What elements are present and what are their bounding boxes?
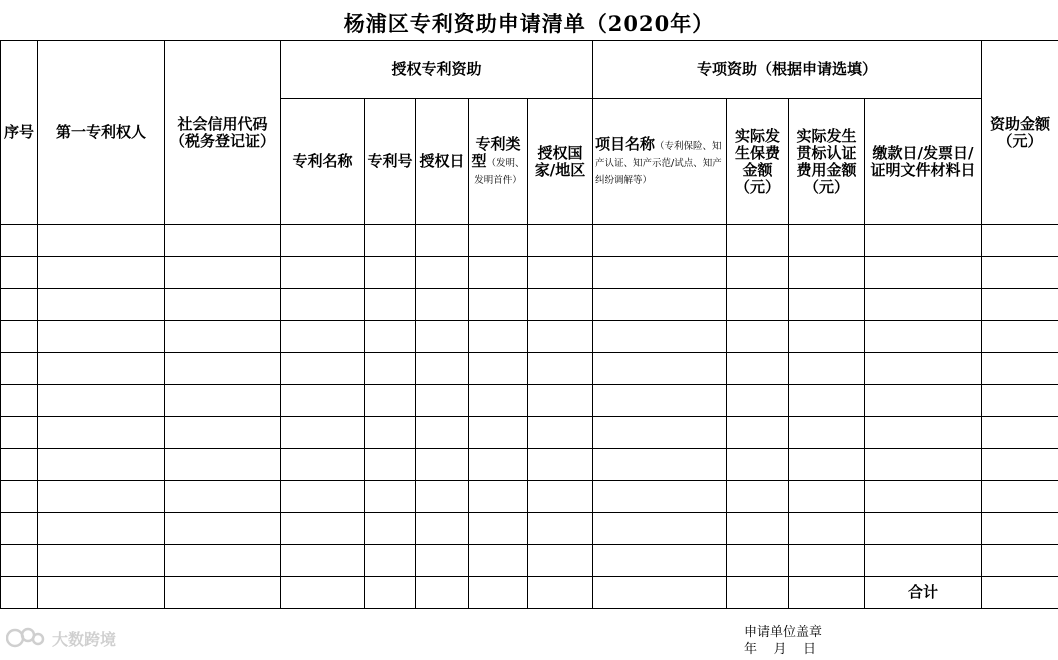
table-cell[interactable] xyxy=(789,225,865,257)
table-cell[interactable] xyxy=(593,353,727,385)
table-cell[interactable] xyxy=(789,257,865,289)
header-patent-type xyxy=(469,99,528,225)
data-rows xyxy=(1,225,1058,609)
table-cell[interactable] xyxy=(165,321,281,353)
table-cell[interactable] xyxy=(982,289,1058,321)
table-cell[interactable] xyxy=(789,417,865,449)
table-cell[interactable] xyxy=(469,545,528,577)
watermark-text: 大数跨境 xyxy=(52,629,117,649)
table-row xyxy=(1,417,1058,449)
table-cell[interactable] xyxy=(416,545,469,577)
table-cell[interactable] xyxy=(38,449,165,481)
table-cell[interactable] xyxy=(281,417,365,449)
table-cell[interactable] xyxy=(528,545,593,577)
table-cell[interactable] xyxy=(281,449,365,481)
application-table xyxy=(0,40,1058,609)
table-cell[interactable] xyxy=(865,417,982,449)
table-cell[interactable] xyxy=(416,577,469,609)
table-cell[interactable] xyxy=(982,257,1058,289)
table-cell[interactable] xyxy=(593,513,727,545)
table-cell[interactable] xyxy=(727,385,789,417)
table-cell[interactable] xyxy=(469,289,528,321)
table-cell[interactable] xyxy=(38,321,165,353)
header-grant-country: 授权国家/地区 xyxy=(528,99,593,225)
table-cell[interactable] xyxy=(727,257,789,289)
project-name-note: （专利保险、知产认证、知产示范/试点、知产纠纷调解等） xyxy=(595,141,722,186)
table-cell[interactable] xyxy=(165,385,281,417)
table-cell[interactable] xyxy=(38,513,165,545)
table-cell[interactable] xyxy=(865,481,982,513)
header-patentee: 第一专利权人 xyxy=(38,41,165,225)
table-row xyxy=(1,577,1058,609)
table-row xyxy=(1,289,1058,321)
table-cell[interactable] xyxy=(593,481,727,513)
table-cell[interactable] xyxy=(593,545,727,577)
table-cell[interactable] xyxy=(982,353,1058,385)
header-grant-date: 授权日 xyxy=(416,99,469,225)
table-cell[interactable] xyxy=(865,321,982,353)
table-cell[interactable] xyxy=(727,513,789,545)
table-cell[interactable] xyxy=(365,577,416,609)
table-cell[interactable] xyxy=(165,481,281,513)
table-cell[interactable] xyxy=(865,385,982,417)
table-row xyxy=(1,257,1058,289)
table-cell[interactable] xyxy=(528,257,593,289)
table-cell[interactable] xyxy=(281,545,365,577)
table-row xyxy=(1,481,1058,513)
brand-logo-icon xyxy=(6,626,46,650)
header-grant-group: 授权专利资助 xyxy=(281,41,593,99)
table-cell[interactable] xyxy=(38,481,165,513)
table-cell[interactable] xyxy=(38,545,165,577)
stamp-label: 申请单位盖章 xyxy=(744,625,823,640)
table-cell[interactable] xyxy=(38,225,165,257)
table-cell[interactable] xyxy=(593,321,727,353)
table-cell[interactable] xyxy=(38,385,165,417)
table-cell[interactable] xyxy=(416,289,469,321)
table-cell[interactable] xyxy=(416,513,469,545)
table-cell[interactable] xyxy=(727,225,789,257)
header-special-group: 专项资助（根据申请选填） xyxy=(593,41,982,99)
table-cell[interactable] xyxy=(528,577,593,609)
table-cell[interactable] xyxy=(1,289,38,321)
table-cell[interactable] xyxy=(727,353,789,385)
table-cell[interactable] xyxy=(593,257,727,289)
table-cell[interactable] xyxy=(982,545,1058,577)
table-cell[interactable] xyxy=(865,449,982,481)
header-project-name xyxy=(593,99,727,225)
table-cell[interactable] xyxy=(281,481,365,513)
table-cell[interactable] xyxy=(865,289,982,321)
table-cell[interactable] xyxy=(1,545,38,577)
table-cell[interactable] xyxy=(365,481,416,513)
table-row xyxy=(1,545,1058,577)
table-cell[interactable] xyxy=(789,385,865,417)
table-cell[interactable] xyxy=(281,385,365,417)
table-cell[interactable] xyxy=(982,321,1058,353)
project-name-main: 项目名称 xyxy=(595,135,656,153)
table-cell[interactable] xyxy=(281,321,365,353)
table-cell[interactable] xyxy=(38,353,165,385)
date-label: 年 月 日 xyxy=(744,642,817,657)
table-cell[interactable] xyxy=(789,513,865,545)
table-cell[interactable] xyxy=(469,481,528,513)
table-cell[interactable] xyxy=(789,545,865,577)
table-cell[interactable] xyxy=(789,577,865,609)
patent-type-note: （发明、发明首件） xyxy=(474,158,525,186)
header-seq: 序号 xyxy=(1,41,38,225)
table-cell[interactable] xyxy=(365,353,416,385)
table-cell[interactable] xyxy=(1,321,38,353)
table-cell[interactable] xyxy=(165,545,281,577)
table-row xyxy=(1,321,1058,353)
table-cell[interactable] xyxy=(1,513,38,545)
table-cell[interactable] xyxy=(1,353,38,385)
table-cell[interactable] xyxy=(38,577,165,609)
table-cell[interactable] xyxy=(982,513,1058,545)
table-cell[interactable] xyxy=(1,577,38,609)
table-cell[interactable] xyxy=(365,417,416,449)
table-cell[interactable] xyxy=(982,481,1058,513)
table-cell[interactable] xyxy=(727,481,789,513)
table-row xyxy=(1,353,1058,385)
table-cell[interactable] xyxy=(416,257,469,289)
table-cell[interactable] xyxy=(982,577,1058,609)
table-cell[interactable] xyxy=(469,577,528,609)
table-cell[interactable] xyxy=(593,417,727,449)
table-cell[interactable] xyxy=(365,449,416,481)
table-cell[interactable] xyxy=(727,449,789,481)
table-cell[interactable] xyxy=(1,257,38,289)
table-cell[interactable] xyxy=(727,577,789,609)
table-cell[interactable] xyxy=(469,353,528,385)
table-cell[interactable] xyxy=(593,289,727,321)
table-cell[interactable] xyxy=(865,257,982,289)
table-cell[interactable] xyxy=(593,385,727,417)
table-cell[interactable] xyxy=(365,257,416,289)
table-cell[interactable] xyxy=(416,481,469,513)
table-cell[interactable] xyxy=(416,385,469,417)
table-cell[interactable] xyxy=(528,225,593,257)
table-cell[interactable] xyxy=(1,417,38,449)
table-cell[interactable] xyxy=(528,513,593,545)
total-label: 合计 xyxy=(865,577,982,609)
table-cell[interactable] xyxy=(727,417,789,449)
table-cell[interactable] xyxy=(165,353,281,385)
table-cell[interactable] xyxy=(165,225,281,257)
table-cell[interactable] xyxy=(365,513,416,545)
table-cell[interactable] xyxy=(165,577,281,609)
watermark xyxy=(6,626,116,650)
table-cell[interactable] xyxy=(865,353,982,385)
table-cell[interactable] xyxy=(165,417,281,449)
table-row xyxy=(1,225,1058,257)
table-cell[interactable] xyxy=(1,449,38,481)
table-cell[interactable] xyxy=(365,225,416,257)
table-cell[interactable] xyxy=(789,321,865,353)
table-cell[interactable] xyxy=(982,225,1058,257)
table-cell[interactable] xyxy=(1,385,38,417)
table-cell[interactable] xyxy=(528,385,593,417)
table-cell[interactable] xyxy=(1,225,38,257)
table-cell[interactable] xyxy=(281,577,365,609)
header-credit-code: 社会信用代码（税务登记证） xyxy=(165,41,281,225)
table-cell[interactable] xyxy=(365,321,416,353)
patent-type-main: 专利类型 xyxy=(471,135,521,170)
table-cell[interactable] xyxy=(865,513,982,545)
table-cell[interactable] xyxy=(165,257,281,289)
table-cell[interactable] xyxy=(469,449,528,481)
table-cell[interactable] xyxy=(528,449,593,481)
page-title: 杨浦区专利资助申请清单（2020年） xyxy=(343,11,715,36)
table-cell[interactable] xyxy=(365,385,416,417)
table-cell[interactable] xyxy=(593,225,727,257)
table-cell[interactable] xyxy=(982,385,1058,417)
table-cell[interactable] xyxy=(165,513,281,545)
table-row xyxy=(1,513,1058,545)
header-insurance-fee: 实际发生保费金额（元） xyxy=(727,99,789,225)
table-cell[interactable] xyxy=(38,289,165,321)
table-cell[interactable] xyxy=(281,353,365,385)
table-cell[interactable] xyxy=(789,481,865,513)
table-cell[interactable] xyxy=(789,353,865,385)
header-patent-name: 专利名称 xyxy=(281,99,365,225)
table-cell[interactable] xyxy=(528,289,593,321)
table-cell[interactable] xyxy=(727,289,789,321)
table-cell[interactable] xyxy=(469,225,528,257)
header-cert-fee: 实际发生贯标认证费用金额（元） xyxy=(789,99,865,225)
table-cell[interactable] xyxy=(165,449,281,481)
header-amount: 资助金额（元） xyxy=(982,41,1058,225)
table-row xyxy=(1,449,1058,481)
table-cell[interactable] xyxy=(528,481,593,513)
table-cell[interactable] xyxy=(865,545,982,577)
table-cell[interactable] xyxy=(416,225,469,257)
table-cell[interactable] xyxy=(416,353,469,385)
table-cell[interactable] xyxy=(281,257,365,289)
table-cell[interactable] xyxy=(469,257,528,289)
table-cell[interactable] xyxy=(365,289,416,321)
table-cell[interactable] xyxy=(469,321,528,353)
table-cell[interactable] xyxy=(469,513,528,545)
table-cell[interactable] xyxy=(865,225,982,257)
table-cell[interactable] xyxy=(727,321,789,353)
table-row xyxy=(1,385,1058,417)
table-cell[interactable] xyxy=(982,417,1058,449)
table-cell[interactable] xyxy=(528,353,593,385)
table-cell[interactable] xyxy=(38,417,165,449)
table-cell[interactable] xyxy=(982,449,1058,481)
table-cell[interactable] xyxy=(528,417,593,449)
table-cell[interactable] xyxy=(469,417,528,449)
table-cell[interactable] xyxy=(469,385,528,417)
header-pay-date: 缴款日/发票日/证明文件材料日 xyxy=(865,99,982,225)
table-cell[interactable] xyxy=(789,449,865,481)
table-cell[interactable] xyxy=(281,513,365,545)
table-cell[interactable] xyxy=(727,545,789,577)
header-patent-no: 专利号 xyxy=(365,99,416,225)
table-cell[interactable] xyxy=(593,449,727,481)
table-cell[interactable] xyxy=(281,225,365,257)
table-cell[interactable] xyxy=(416,321,469,353)
table-cell[interactable] xyxy=(38,257,165,289)
table-cell[interactable] xyxy=(165,289,281,321)
footer xyxy=(744,624,822,658)
table-cell[interactable] xyxy=(528,321,593,353)
table-cell[interactable] xyxy=(416,417,469,449)
table-cell[interactable] xyxy=(789,289,865,321)
table-cell[interactable] xyxy=(1,481,38,513)
table-cell[interactable] xyxy=(281,289,365,321)
table-cell[interactable] xyxy=(416,449,469,481)
table-cell[interactable] xyxy=(593,577,727,609)
table-cell[interactable] xyxy=(365,545,416,577)
